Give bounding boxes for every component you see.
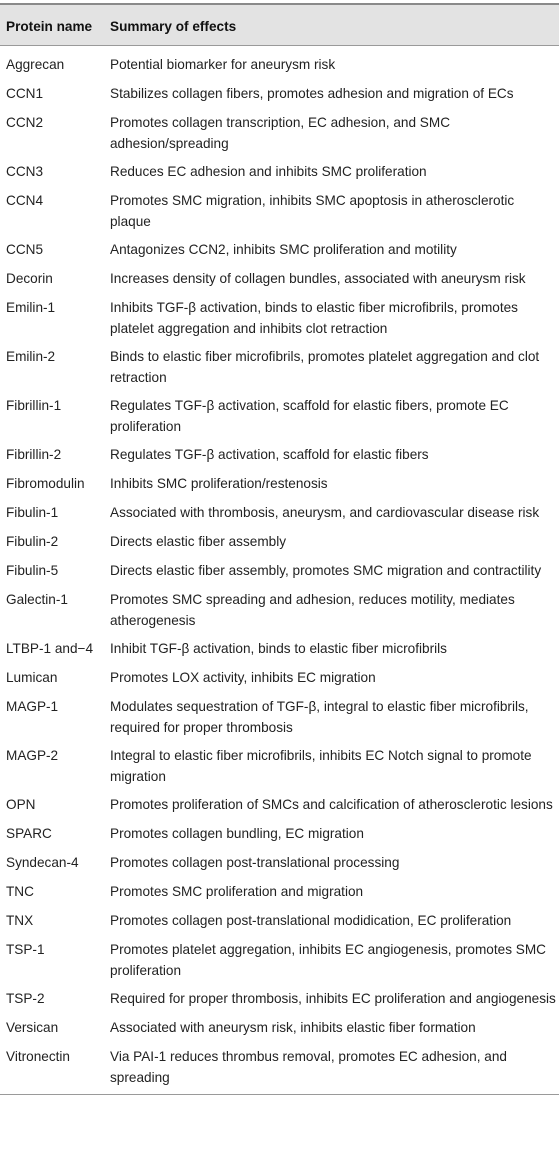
effect-cell: Inhibit TGF-β activation, binds to elastic fiber microfibrils <box>110 641 447 656</box>
effect-cell: Promotes collagen post-translational modidication, EC proliferation <box>110 913 512 928</box>
effect-cell: Stabilizes collagen fibers, promotes adhesion and migration of ECs <box>110 86 514 101</box>
effect-cell: Potential biomarker for aneurysm risk <box>110 57 336 72</box>
protein-name-cell: Fibrillin-2 <box>6 447 62 462</box>
effect-cell: Directs elastic fiber assembly <box>110 534 287 549</box>
protein-name-cell: SPARC <box>6 826 52 841</box>
table-header <box>0 5 559 46</box>
protein-name-cell: OPN <box>6 797 36 812</box>
header-summary-of-effects: Summary of effects <box>110 19 237 34</box>
table-bottom-rule <box>0 1094 559 1095</box>
protein-name-cell: MAGP-2 <box>6 748 59 763</box>
protein-name-cell: Emilin-2 <box>6 349 56 364</box>
protein-name-cell: CCN3 <box>6 164 44 179</box>
protein-name-cell: Fibulin-2 <box>6 534 59 549</box>
effect-cell: Promotes platelet aggregation, inhibits EC angiogenesis, promotes SMC proliferation <box>110 942 546 978</box>
protein-name-cell: Syndecan-4 <box>6 855 79 870</box>
effect-cell: Inhibits SMC proliferation/restenosis <box>110 476 328 491</box>
effect-cell: Directs elastic fiber assembly, promotes SMC migration and contractility <box>110 563 542 578</box>
protein-name-cell: Emilin-1 <box>6 300 56 315</box>
effect-cell: Inhibits TGF-β activation, binds to elastic fiber microfibrils, promotes platelet aggregation and inhibits clot retraction <box>110 300 518 336</box>
protein-name-cell: TNC <box>6 884 34 899</box>
protein-name-cell: Fibromodulin <box>6 476 85 491</box>
protein-name-cell: Vitronectin <box>6 1049 70 1064</box>
effect-cell: Regulates TGF-β activation, scaffold for elastic fibers, promote EC proliferation <box>110 398 509 434</box>
protein-name-cell: LTBP-1 and−4 <box>6 641 94 656</box>
effect-cell: Modulates sequestration of TGF-β, integral to elastic fiber microfibrils, required for proper thrombosis <box>110 699 529 735</box>
effect-cell: Binds to elastic fiber microfibrils, promotes platelet aggregation and clot retraction <box>110 349 540 385</box>
protein-name-cell: CCN1 <box>6 86 44 101</box>
header-protein-name: Protein name <box>6 19 93 34</box>
effect-cell: Promotes SMC proliferation and migration <box>110 884 364 899</box>
effect-cell: Reduces EC adhesion and inhibits SMC proliferation <box>110 164 427 179</box>
effect-cell: Promotes collagen bundling, EC migration <box>110 826 364 841</box>
effect-cell: Promotes collagen transcription, EC adhesion, and SMC adhesion/spreading <box>110 115 451 151</box>
effect-cell: Antagonizes CCN2, inhibits SMC proliferation and motility <box>110 242 457 257</box>
effect-cell: Increases density of collagen bundles, associated with aneurysm risk <box>110 271 526 286</box>
effect-cell: Integral to elastic fiber microfibrils, inhibits EC Notch signal to promote migration <box>110 748 532 784</box>
protein-name-cell: Fibrillin-1 <box>6 398 62 413</box>
protein-name-cell: Aggrecan <box>6 57 65 72</box>
effect-cell: Promotes SMC spreading and adhesion, reduces motility, mediates atherogenesis <box>110 592 515 628</box>
protein-name-cell: CCN4 <box>6 193 44 208</box>
protein-name-cell: Versican <box>6 1020 59 1035</box>
protein-name-cell: Fibulin-1 <box>6 505 59 520</box>
effect-cell: Required for proper thrombosis, inhibits EC proliferation and angiogenesis <box>110 991 556 1006</box>
effect-cell: Promotes proliferation of SMCs and calcification of atherosclerotic lesions <box>110 797 553 812</box>
protein-name-cell: Galectin-1 <box>6 592 68 607</box>
protein-name-cell: Lumican <box>6 670 58 685</box>
protein-name-cell: Decorin <box>6 271 53 286</box>
protein-name-cell: MAGP-1 <box>6 699 59 714</box>
effect-cell: Regulates TGF-β activation, scaffold for elastic fibers <box>110 447 429 462</box>
effect-cell: Promotes LOX activity, inhibits EC migration <box>110 670 376 685</box>
protein-name-cell: CCN5 <box>6 242 44 257</box>
effect-cell: Associated with thrombosis, aneurysm, and cardiovascular disease risk <box>110 505 540 520</box>
effect-cell: Via PAI-1 reduces thrombus removal, promotes EC adhesion, and spreading <box>110 1049 507 1085</box>
protein-name-cell: TSP-1 <box>6 942 45 957</box>
effect-cell: Associated with aneurysm risk, inhibits elastic fiber formation <box>110 1020 476 1035</box>
protein-name-cell: TSP-2 <box>6 991 45 1006</box>
effect-cell: Promotes collagen post-translational processing <box>110 855 400 870</box>
protein-name-cell: Fibulin-5 <box>6 563 59 578</box>
effect-cell: Promotes SMC migration, inhibits SMC apoptosis in atherosclerotic plaque <box>110 193 515 229</box>
protein-name-cell: CCN2 <box>6 115 44 130</box>
protein-name-cell: TNX <box>6 913 34 928</box>
